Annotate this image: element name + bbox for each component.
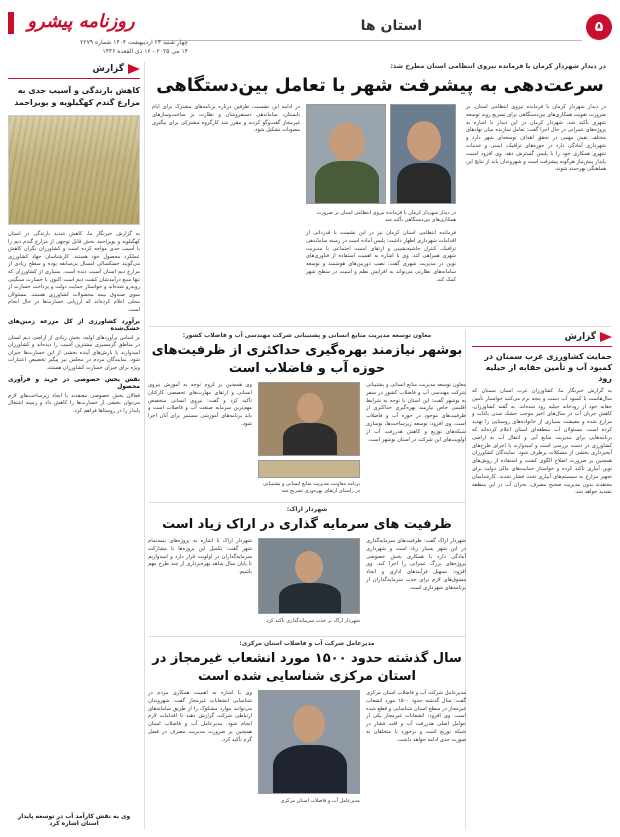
lead-article: [148, 98, 612, 328]
markazi-article: [148, 640, 466, 830]
markazi-caption: مدیرعامل آب و فاضلاب استان مرکزی: [280, 798, 360, 804]
bushehr-photo: [258, 382, 360, 456]
arak-headline: ظرفیت های سرمایه گذاری در اراک زیاد است: [162, 517, 452, 532]
left-footer-text: وی به نقش کارآمد آب در توسعه پایدار استان اشاره کرد: [17, 813, 131, 827]
bushehr-article: [148, 332, 466, 502]
markazi-headline: سال گذشته حدود ۱۵۰۰ مورد انشعاب غیرمجاز در استان مرکزی شناسایی شده است: [152, 651, 462, 684]
report2-body: به گزارش خبرنگار ما، کشاورزان غرب استان سمنان که سال‌هاست با کمبود آب دست و پنجه نرم می‌کنند خواستار تأمین حقابه خود از رودخانه حیلیه رود شده‌اند. به گفته کشاورزان، کاهش جریان آب در سال‌های اخیر موجب خشک شدن باغات و مزارع شده و معیشت بسیاری از خانواده‌های روستایی را تهدید کرده است. مسئولان آب منطقه‌ای استان اعلام کرده‌اند که برنامه‌هایی برای مدیریت منابع آبی و انتقال آب به اراضی کشاورزی در دست بررسی است و امیدوارند با اجرای طرح‌های آبخیزداری بخشی از مشکلات برطرف شود. نمایندگان کشاورزان همچنین بر ضرورت اصلاح الگوی کشت و استفاده از روش‌های نوین آبیاری تأکید کرده و خواستار حمایت‌های مالی دولت برای تجهیز مزارع به سیستم‌های آبیاری تحت فشار شدند. کارشناسان معتقدند بدون مدیریت صحیح مصرف، بحران آب در این منطقه تشدید خواهد شد.: [472, 388, 612, 496]
report-badge-label: گزارش: [92, 64, 124, 74]
date-line-2: ۱۴ می ۲۰۲۵ - ۱۶ ذی القعده ۱۴۴۶: [102, 48, 188, 55]
left-column: [8, 62, 140, 829]
bushehr-kicker: معاون توسعه مدیریت منابع انسانی و پشتیبانی شرکت مهندسی آب و فاضلاب کشور:: [182, 332, 432, 339]
commander-photo: [306, 104, 386, 204]
arak-caption: شهردار اراک بر جذب سرمایه‌گذاری تأکید کرد: [266, 618, 360, 624]
markazi-body-col-1: مدیرعامل شرکت آب و فاضلاب استان مرکزی گفت: سال گذشته حدود ۱۵۰۰ مورد انشعاب غیرمجاز در سطح استان شناسایی و قطع شده است. وی افزود: انشعابات غیرمجاز یکی از عوامل اصلی هدررفت آب و افت فشار در شبکه توزیع است و برخورد با متخلفان به صورت جدی ادامه خواهد داشت.: [366, 690, 466, 743]
arak-body-col-1: شهردار اراک گفت: ظرفیت‌های سرمایه‌گذاری در این شهر بسیار زیاد است و شهرداری آمادگی دارد با همکاری بخش خصوصی پروژه‌های بزرگ عمرانی را اجرا کند. وی افزود: تسهیل فرآیندهای اداری و ایجاد مشوق‌های لازم برای جذب سرمایه‌گذاران از برنامه‌های شهرداری است.: [366, 538, 466, 591]
story-divider-1: [148, 502, 466, 503]
report-marker-icon: [128, 64, 140, 74]
masthead-info: [8, 38, 188, 56]
story-divider-2: [148, 636, 466, 637]
lead-photo-caption: در دیدار شهردار کرمان با فرمانده نیروی انتظامی استان بر ضرورت همکاری‌های بین‌دستگاهی تأکید شد: [316, 210, 456, 223]
report2-marker-icon: [600, 332, 612, 342]
arak-article: [148, 506, 466, 636]
lead-body-col-1: در دیدار شهردار کرمان با فرمانده نیروی انتظامی استان، بر ضرورت تقویت همکاری‌های بین‌دستگاهی برای تسریع روند توسعه شهری تأکید شد. شهردار کرمان در این دیدار با اشاره به پروژه‌های عمرانی در حال اجرا گفت: تعامل سازنده میان نهادهای مختلف نقش مهمی در تحقق اهداف توسعه‌ای شهر دارد و شهرداری آمادگی دارد در حوزه‌های ترافیک، ایمنی و خدمات شهری همکاری خود را با پلیس گسترش دهد. وی افزود امنیت پایدار پیش‌نیاز هرگونه پیشرفت است و شهروندان باید از نتایج این هماهنگی بهره‌مند شوند.: [466, 104, 606, 173]
bushehr-body-col-2: وی همچنین بر لزوم توجه به آموزش نیروی انسانی و ارتقای مهارت‌های تخصصی کارکنان تأکید کرد و گفت: نیروی انسانی متخصص مهم‌ترین سرمایه صنعت آب و فاضلاب است و باید برنامه‌های آموزشی مستمر برای آنان اجرا شود.: [148, 382, 252, 427]
lead-body-col-3: در ادامه این نشست، طرفین درباره برنامه‌های مشترک برای ایام تابستان، ساماندهی دستفروشان و نظارت بر ساخت‌وسازهای غیرمجاز گفت‌وگو کردند و مقرر شد کارگروه مشترکی برای پیگیری مصوبات تشکیل شود.: [152, 104, 300, 134]
date-line-1: چهار شنبه ۲۴ اردیبهشت ۱۴۰۴ شماره ۲۲۷۹: [80, 39, 188, 46]
column-divider: [144, 62, 145, 829]
left-body: [8, 231, 140, 415]
mayor-photo: [390, 104, 456, 204]
markazi-director-photo: [258, 690, 360, 794]
bushehr-headline: بوشهر نیازمند بهره‌گیری حداکثری از ظرفیت‌های حوزه آب و فاضلاب است: [151, 343, 463, 376]
bushehr-body-col-1: معاون توسعه مدیریت منابع انسانی و پشتیبانی شرکت مهندسی آب و فاضلاب کشور در سفر به بوشهر گفت: این استان با توجه به شرایط اقلیمی خاص نیازمند بهره‌گیری حداکثری از ظرفیت‌های موجود در حوزه آب و فاضلاب است. وی افزود: توسعه زیرساخت‌ها، نوسازی شبکه‌های توزیع و کاهش هدررفت آب از اولویت‌های این شرکت در استان بوشهر است.: [366, 382, 466, 443]
markazi-body-col-2: وی با اشاره به اهمیت همکاری مردم در شناسایی انشعابات غیرمجاز گفت: شهروندان می‌توانند موارد مشکوک را از طریق سامانه‌های ارتباطی شرکت گزارش دهند تا اقدامات لازم انجام شود. مدیرعامل آب و فاضلاب استان همچنین بر ضرورت مدیریت مصرف در فصل گرم تأکید کرد.: [148, 690, 252, 743]
report-badge: [8, 62, 140, 76]
arak-body-col-2: شهردار اراک با اشاره به پروژه‌های نیمه‌تمام شهر گفت: تکمیل این پروژه‌ها با مشارکت سرمایه‌گذاران در اولویت قرار دارد و امیدواریم تا پایان سال شاهد بهره‌برداری از چند طرح مهم باشیم.: [148, 538, 252, 576]
report2-divider: [472, 346, 612, 347]
header-divider: [158, 40, 582, 41]
left-subhead-2: نقش بخش خصوصی در خرید و فرآوری محصول: [8, 375, 140, 390]
arak-kicker: شهردار اراک:: [286, 506, 328, 513]
lead-body-col-2: فرمانده انتظامی استان کرمان نیز در این نشست با قدردانی از اقدامات شهرداری اظهار داشت: پلیس آماده است در زمینه ساماندهی ترافیک، کنترل حاشیه‌نشینی و ارتقای امنیت اجتماعی با مدیریت شهری همراهی کند. وی با اشاره به اهمیت استفاده از فناوری‌های نوین در مدیریت شهری گفت: نصب دوربین‌های هوشمند و توسعه سامانه‌های نظارتی می‌تواند به افزایش نظم و امنیت در سطح شهر کمک کند.: [306, 230, 456, 283]
left-headline: کاهش بارندگی و آسیب جدی به مزارع گندم کهگیلویه و بویراحمد: [14, 86, 140, 107]
newspaper-logo: روزنامه پیشرو: [27, 11, 135, 32]
report2-headline: حمایت کشاورزی غرب سمنان در کمبود آب و تأمین حقابه از حیلیه رود: [484, 352, 612, 383]
badge-divider: [8, 78, 140, 79]
left-body-p1: به گزارش خبرنگار ما، کاهش شدید بارندگی در استان کهگیلویه و بویراحمد بخش قابل توجهی از مزارع گندم دیم را با آسیب جدی مواجه کرده است و کشاورزان نگران کاهش عملکرد محصول خود هستند. کارشناسان جهاد کشاورزی می‌گویند خشکسالی امسال بی‌سابقه بوده و سطح زیادی از مزارع دیم استان آسیب دیده است. بسیاری از کشاورزان که تنها منبع درآمدشان کشت دیم است اکنون با خسارت سنگینی روبه‌رو شده‌اند و خواستار حمایت دولت و پرداخت خسارت از سوی صندوق بیمه محصولات کشاورزی هستند. مسئولان محلی اعلام کرده‌اند که ارزیابی خسارت‌ها در حال انجام است.: [8, 231, 140, 313]
bushehr-caption: برنامه معاونت مدیریت منابع انسانی و پشتیبانی در راستای ارتقای بهره‌وری تشریح شد: [262, 481, 360, 494]
report2-box: [472, 330, 612, 497]
report2-badge: [472, 330, 612, 344]
left-body-p2: بر اساس برآوردهای اولیه، بخش زیادی از اراضی دیم استان در مناطق گرمسیری بیشترین آسیب را دیده‌اند و کشاورزان امیدوارند با بارش‌های آینده بخشی از این خسارت‌ها جبران شود. نمایندگان مردم در مجلس نیز پیگیر تخصیص اعتبارات ویژه برای جبران خسارت کشاورزان هستند.: [8, 334, 140, 371]
left-footer: [8, 813, 140, 829]
bushehr-photo-2: [258, 460, 360, 478]
arak-mayor-photo: [258, 538, 360, 614]
markazi-kicker: مدیرعامل شرکت آب و فاضلاب استان مرکزی:: [239, 640, 375, 647]
section-title: استان ها: [360, 18, 422, 34]
page-number-badge: ۵: [586, 14, 612, 40]
report2-badge-label: گزارش: [564, 332, 596, 342]
brand-bar: [8, 12, 14, 34]
main-headline: سرعت‌دهی به پیشرفت شهر با تعامل بین‌دستگاهی: [156, 75, 604, 96]
wheat-field-photo: [8, 115, 140, 225]
page-header: [8, 8, 612, 58]
main-area: [148, 62, 612, 829]
main-kicker: در دیدار شهردار کرمان با فرمانده نیروی انتظامی استان مطرح شد:: [390, 62, 606, 70]
left-subhead-1: برآورد کشاورزی از کل مزرعه زمین‌های خشک‌شده: [8, 317, 140, 332]
section-divider: [148, 326, 612, 327]
left-body-p3: فعالان بخش خصوصی معتقدند با ایجاد زیرساخت‌های لازم می‌توان بخشی از خسارت‌ها را کاهش داد و زمینه اشتغال پایدار را در روستاها فراهم کرد.: [8, 392, 140, 414]
